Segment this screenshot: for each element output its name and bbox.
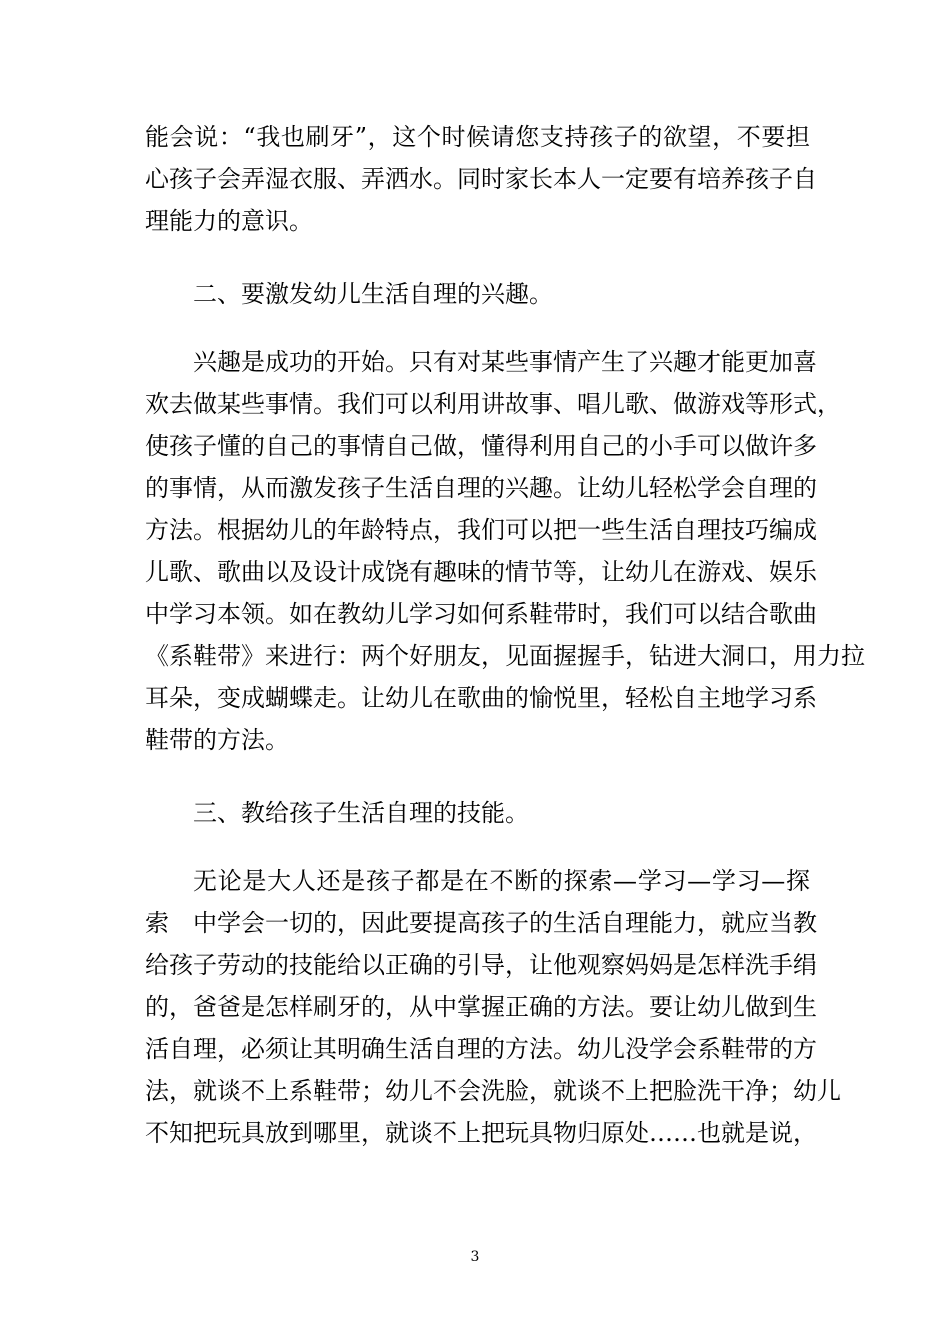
paragraph-5-line-5: 活自理，必须让其明确生活自理的方法。幼儿没学会系鞋带的方 xyxy=(145,1035,817,1063)
paragraph-3-line-5: 方法。根据幼儿的年龄特点，我们可以把一些生活自理技巧编成 xyxy=(145,516,817,544)
paragraph-5-line-2: 索 中学会一切的，因此要提高孩子的生活自理能力，就应当教 xyxy=(145,909,817,937)
paragraph-5-line-3: 给孩子劳动的技能给以正确的引导，让他观察妈妈是怎样洗手绢 xyxy=(145,951,817,979)
paragraph-5-line-6: 法，就谈不上系鞋带；幼儿不会洗脸，就谈不上把脸洗干净；幼儿 xyxy=(145,1077,841,1105)
paragraph-5-line-7: 不知把玩具放到哪里，就谈不上把玩具物归原处……也就是说， xyxy=(145,1119,817,1147)
page-number: 3 xyxy=(470,1249,480,1265)
paragraph-3-line-4: 的事情，从而激发孩子生活自理的兴趣。让幼儿轻松学会自理的 xyxy=(145,474,817,502)
section-heading-2: 二、要激发幼儿生活自理的兴趣。 xyxy=(193,280,553,308)
paragraph-3-line-3: 使孩子懂的自己的事情自己做，懂得利用自己的小手可以做许多 xyxy=(145,432,817,460)
paragraph-5-line-1: 无论是大人还是孩子都是在不断的探索—学习—学习—探 xyxy=(193,867,810,895)
paragraph-3-line-2: 欢去做某些事情。我们可以利用讲故事、唱儿歌、做游戏等形式， xyxy=(145,390,841,418)
paragraph-3-line-8: 《系鞋带》来进行：两个好朋友，见面握握手，钻进大洞口，用力拉 xyxy=(145,642,865,670)
paragraph-5-line-4: 的，爸爸是怎样刷牙的，从中掌握正确的方法。要让幼儿做到生 xyxy=(145,993,817,1021)
paragraph-3-line-6: 儿歌、歌曲以及设计成饶有趣味的情节等，让幼儿在游戏、娱乐 xyxy=(145,558,817,586)
section-heading-3: 三、教给孩子生活自理的技能。 xyxy=(193,799,529,827)
paragraph-3-line-1: 兴趣是成功的开始。只有对某些事情产生了兴趣才能更加喜 xyxy=(193,348,817,376)
paragraph-1-line-1: 能会说：“我也刷牙”，这个时候请您支持孩子的欲望，不要担 xyxy=(145,123,810,151)
paragraph-3-line-9: 耳朵，变成蝴蝶走。让幼儿在歌曲的愉悦里，轻松自主地学习系 xyxy=(145,684,817,712)
paragraph-3-line-7: 中学习本领。如在教幼儿学习如何系鞋带时，我们可以结合歌曲 xyxy=(145,600,817,628)
paragraph-1-line-3: 理能力的意识。 xyxy=(145,207,313,235)
paragraph-3-line-10: 鞋带的方法。 xyxy=(145,726,289,754)
paragraph-1-line-2: 心孩子会弄湿衣服、弄洒水。同时家长本人一定要有培养孩子自 xyxy=(145,165,817,193)
